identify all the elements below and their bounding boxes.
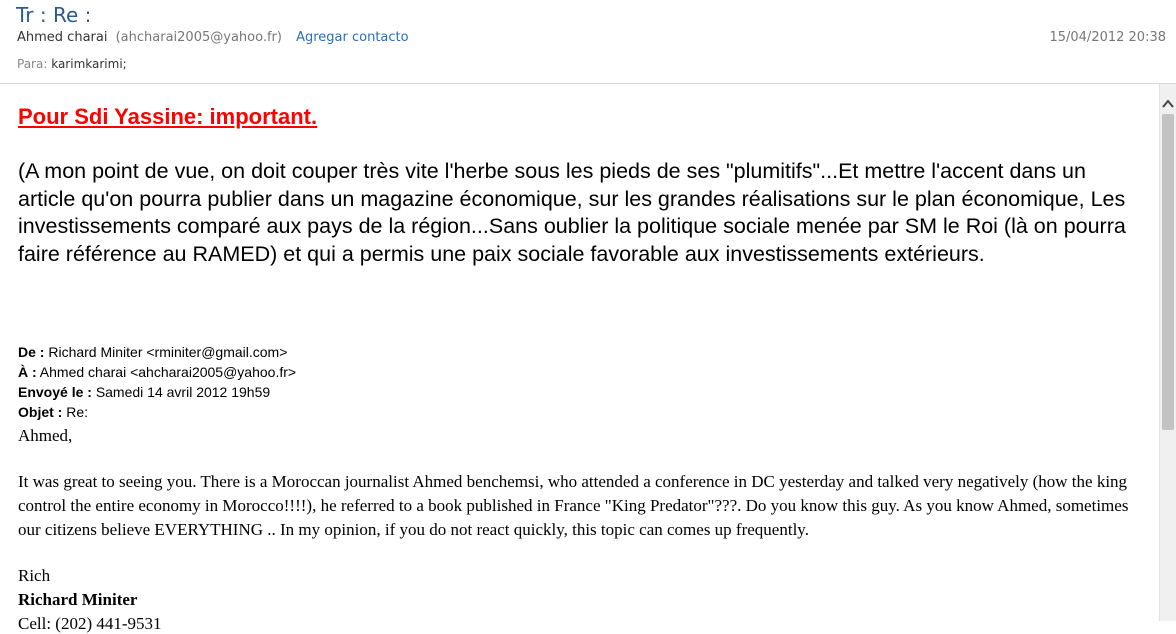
message-headline: Pour Sdi Yassine: important.	[18, 104, 318, 129]
signature-name: Richard Miniter	[18, 590, 138, 609]
forwarded-to	[18, 364, 296, 380]
forwarded-sent-value: Samedi 14 avril 2012 19h59	[95, 384, 271, 400]
to-recipient[interactable]: karimkarimi;	[51, 57, 127, 71]
signature-cell: Cell: (202) 441-9531	[18, 614, 162, 633]
vertical-scrollbar[interactable]	[1159, 84, 1176, 621]
sender-name[interactable]: Ahmed charai	[17, 30, 108, 45]
forwarded-sent	[18, 384, 270, 400]
email-subject: Tr : Re :	[16, 3, 92, 27]
scroll-up-button[interactable]	[1160, 96, 1176, 112]
forwarded-to-value: Ahmed charai <ahcharai2005@yahoo.fr>	[39, 364, 297, 380]
forwarded-from-label: De :	[18, 344, 45, 360]
recipient-row	[17, 57, 127, 71]
forwarded-sent-label: Envoyé le :	[18, 384, 92, 400]
message-greeting: Ahmed,	[18, 426, 73, 445]
message-body	[0, 84, 1159, 633]
forwarded-subject-value: Re:	[66, 404, 89, 420]
forwarded-from-value: Richard Miniter <rminiter@gmail.com>	[48, 344, 288, 360]
to-label: Para:	[17, 57, 48, 71]
email-header	[0, 0, 1176, 84]
message-signoff: Rich	[18, 566, 51, 585]
scroll-thumb[interactable]	[1162, 114, 1174, 430]
forwarded-to-label: À :	[18, 364, 37, 380]
sender-row	[17, 30, 409, 45]
message-body-text: It was great to seeing you. There is a Moroccan journalist Ahmed benchemsi, who attended a conference in DC yesterday and talked very negatively (how the king control the entire economy in Morocco!!!!), he referred to a book published in France "King Predator"???. Do you know this guy. As you know Ahmed, sometimes our citizens believe EVERYTHING .. In my opinion, if you do not react quickly, this topic can comes up frequently.	[18, 472, 1129, 539]
add-contact-link[interactable]: Agregar contacto	[296, 30, 409, 45]
forwarded-from	[18, 344, 287, 360]
forwarded-subject-label: Objet :	[18, 404, 63, 420]
message-paragraph: (A mon point de vue, on doit couper très vite l'herbe sous les pieds de ses "plumitifs"...Et mettre l'accent dans un article qu'on pourra publier dans un magazine économique, sur les grandes réalisations sur le plan économique, Les investissements comparé aux pays de la région...Sans oublier la politique sociale menée par SM le Roi (là on pourra faire référence au RAMED) et qui a permis une paix sociale favorable aux investissements extérieurs.	[18, 159, 1126, 266]
email-date: 15/04/2012 20:38	[1049, 30, 1166, 45]
forwarded-subject	[18, 404, 88, 420]
chevron-up-icon	[1162, 99, 1174, 109]
sender-email: (ahcharai2005@yahoo.fr)	[115, 30, 282, 45]
